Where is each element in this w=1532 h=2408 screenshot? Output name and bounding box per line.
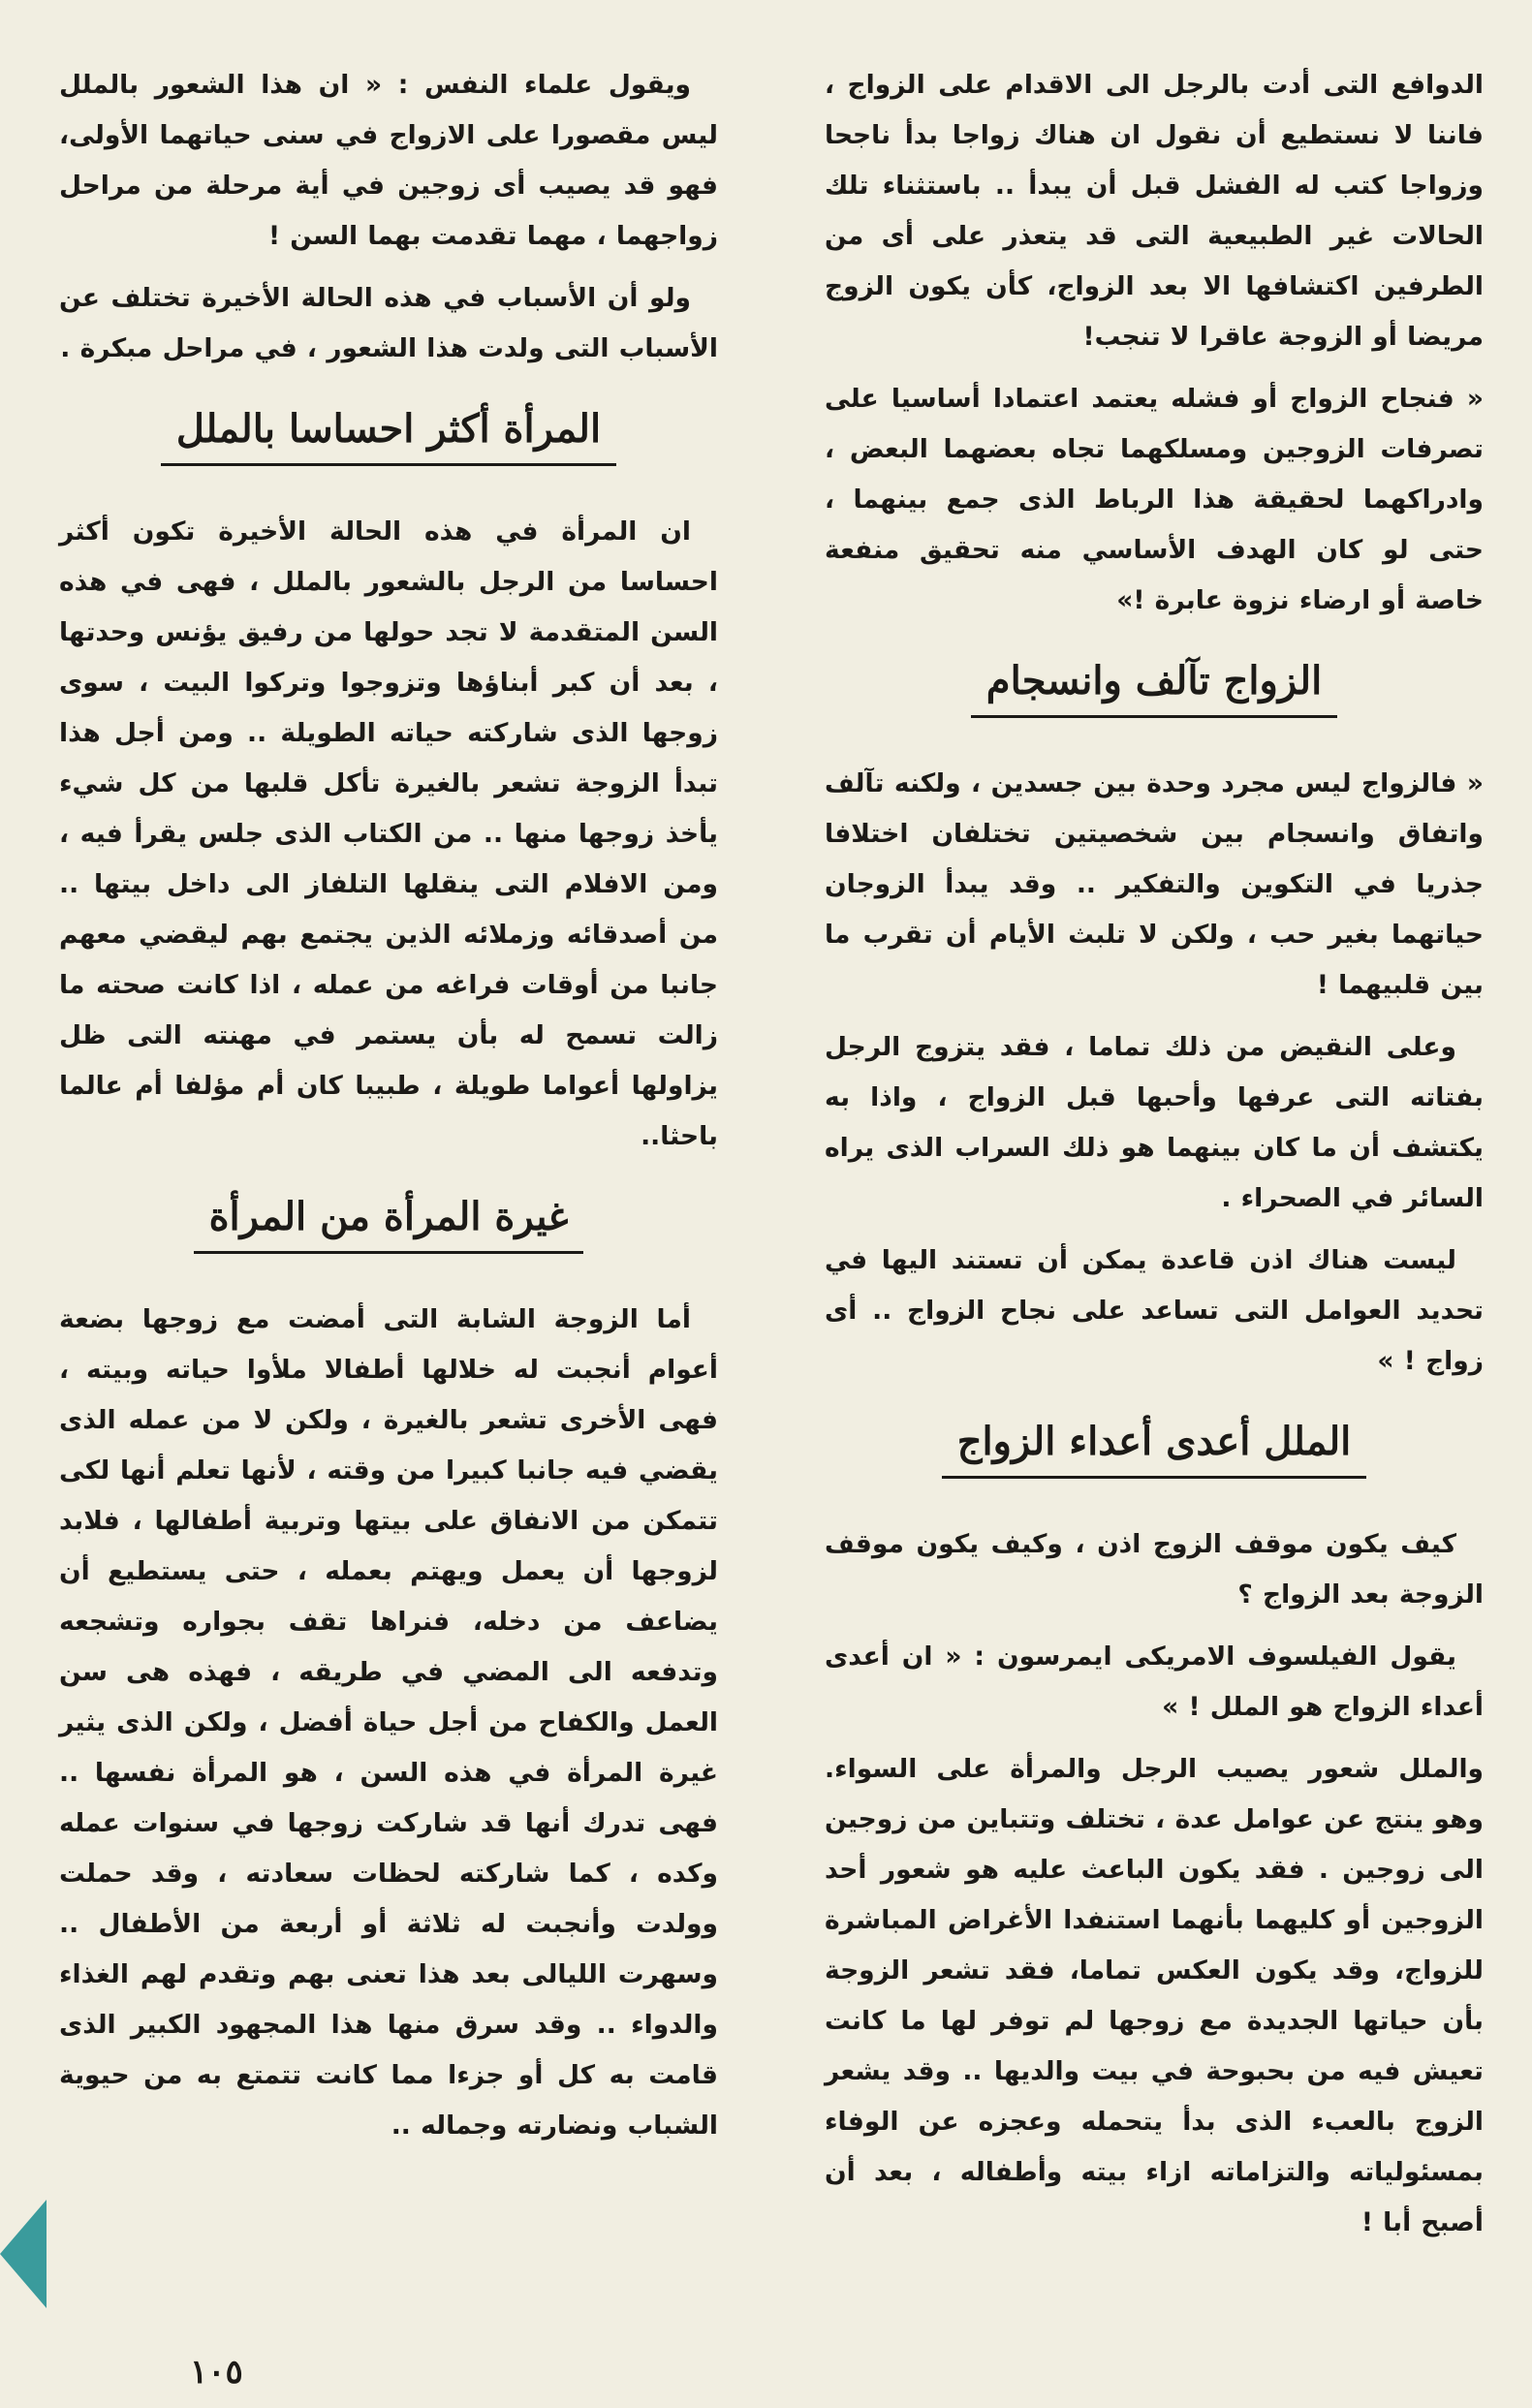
paragraph: الدوافع التى أدت بالرجل الى الاقدام على الزواج ، فاننا لا نستطيع أن نقول ان هناك زواجا بدأ ناجحا وزواجا كتب له الفشل قبل أن يبدأ .. باستثناء تلك الحالات غير الطبيعية التى قد يتعذر على أى من الطرفين اكتشافها الا بعد الزواج، كأن يكون الزوج مريضا أو الزوجة عاقرا لا تنجب! xyxy=(825,70,1484,352)
heading-text: الزواج تآلف وانسجام xyxy=(971,653,1337,718)
paragraph: ليست هناك اذن قاعدة يمكن أن تستند اليها في تحديد العوامل التى تساعد على نجاح الزواج .. أى زواج ! » xyxy=(825,1245,1484,1376)
paragraph: كيف يكون موقف الزوج اذن ، وكيف يكون موقف الزوجة بعد الزواج ؟ xyxy=(825,1529,1484,1610)
paragraph: أما الزوجة الشابة التى أمضت مع زوجها بضعة أعوام أنجبت له خلالها أطفالا ملأوا حياته وبيته ، فهى الأخرى تشعر بالغيرة ، ولكن لا من عمله الذى يقضي فيه جانبا كبيرا من وقته ، لأنها تعلم أنها لكى تتمكن من الانفاق على بيتها وتربية أطفالها ، فلابد لزوجها أن يعمل ويهتم بعمله ، حتى يستطيع أن يضاعف من دخله، فنراها تقف بجواره وتشجعه وتدفعه الى المضي في طريقه ، فهذه هى سن العمل والكفاح من أجل حياة أفضل ، ولكن الذى يثير غيرة المرأة في هذه السن ، هو المرأة نفسها .. فهى تدرك أنها قد شاركت زوجها في سنوات عمله وكده ، كما شاركته لحظات سعادته ، وقد حملت وولدت وأنجبت له ثلاثة أو أربعة من الأطفال .. وسهرت الليالى بعد هذا تعنى بهم وتقدم لهم الغذاء والدواء .. وقد سرق منها هذا المجهود الكبير الذى قامت به كل أو جزءا مما كانت تتمتع به من حيوية الشباب ونضارته وجماله .. xyxy=(59,1304,718,2141)
section-heading xyxy=(59,401,718,466)
page-number: ١٠٥ xyxy=(190,2353,243,2392)
right-column xyxy=(825,60,1484,2260)
heading-text: الملل أعدى أعداء الزواج xyxy=(942,1414,1367,1479)
section-heading xyxy=(825,653,1484,718)
heading-text: غيرة المرأة من المرأة xyxy=(194,1189,584,1254)
paragraph: وعلى النقيض من ذلك تماما ، فقد يتزوج الرجل بفتاته التى عرفها وأحبها قبل الزواج ، واذا به يكتشف أن ما كان بينهما هو ذلك السراب الذى يراه السائر في الصحراء . xyxy=(825,1032,1484,1213)
page-edge-marker xyxy=(0,2200,47,2308)
paragraph: ولو أن الأسباب في هذه الحالة الأخيرة تختلف عن الأسباب التى ولدت هذا الشعور ، في مراحل مبكرة . xyxy=(59,283,718,363)
heading-text: المرأة أكثر احساسا بالملل xyxy=(161,401,616,466)
left-column xyxy=(59,60,718,2163)
paragraph: ويقول علماء النفس : « ان هذا الشعور بالملل ليس مقصورا على الازواج في سنى حياتهما الأولى، فهو قد يصيب أى زوجين في أية مرحلة من مراحل زواجهما ، مهما تقدمت بهما السن ! xyxy=(59,70,718,251)
section-heading xyxy=(59,1189,718,1254)
paragraph: ان المرأة في هذه الحالة الأخيرة تكون أكثر احساسا من الرجل بالشعور بالملل ، فهى في هذه السن المتقدمة لا تجد حولها من رفيق يؤنس وحدتها ، بعد أن كبر أبناؤها وتزوجوا وتركوا البيت ، سوى زوجها الذى شاركته حياته الطويلة .. ومن أجل هذا تبدأ الزوجة تشعر بالغيرة تأكل قلبها من كل شيء يأخذ زوجها منها .. من الكتاب الذى جلس يقرأ فيه ، ومن الافلام التى ينقلها التلفاز الى داخل بيتها .. من أصدقائه وزملائه الذين يجتمع بهم ليقضي معهم جانبا من أوقات فراغه من عمله ، اذا كانت صحته ما زالت تسمح له بأن يستمر في مهنته التى ظل يزاولها أعواما طويلة ، طبيبا كان أم مؤلفا أم عالما باحثا.. xyxy=(59,516,718,1151)
paragraph: والملل شعور يصيب الرجل والمرأة على السواء. وهو ينتج عن عوامل عدة ، تختلف وتتباين من زوجين الى زوجين . فقد يكون الباعث عليه هو شعور أحد الزوجين أو كليهما بأنهما استنفدا الأغراض المباشرة للزواج، وقد يكون العكس تماما، فقد تشعر الزوجة بأن حياتها الجديدة مع زوجها لم توفر لها ما كانت تعيش فيه من بحبوحة في بيت والديها .. وقد يشعر الزوج بالعبء الذى بدأ يتحمله وعجزه عن الوفاء بمسئولياته والتزاماته ازاء بيته وأطفاله ، بعد أن أصبح أبا ! xyxy=(825,1754,1484,2237)
paragraph: يقول الفيلسوف الامريكى ايمرسون : « ان أعدى أعداء الزواج هو الملل ! » xyxy=(825,1642,1484,1722)
paragraph: « فالزواج ليس مجرد وحدة بين جسدين ، ولكنه تآلف واتفاق وانسجام بين شخصيتين تختلفان اختلافا جذريا في التكوين والتفكير .. وقد يبدأ الزوجان حياتهما بغير حب ، ولكن لا تلبث الأيام أن تقرب ما بين قلبيهما ! xyxy=(825,768,1484,1000)
section-heading xyxy=(825,1414,1484,1479)
paragraph: « فنجاح الزواج أو فشله يعتمد اعتمادا أساسيا على تصرفات الزوجين ومسلكهما تجاه بعضهما البعض ، وادراكهما لحقيقة هذا الرباط الذى جمع بينهما ، حتى لو كان الهدف الأساسي منه تحقيق منفعة خاصة أو ارضاء نزوة عابرة !» xyxy=(825,384,1484,615)
